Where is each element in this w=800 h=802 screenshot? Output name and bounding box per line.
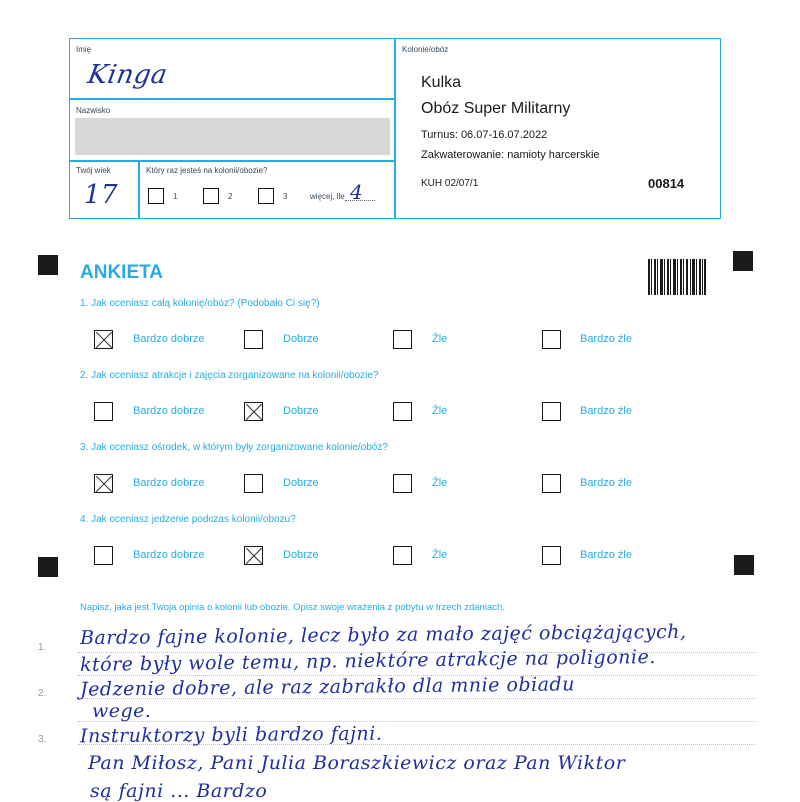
form-code: KUH 02/07/1 bbox=[421, 178, 479, 189]
q1-label-zle: Źle bbox=[432, 333, 448, 345]
q4-option-dobrze[interactable] bbox=[244, 546, 263, 565]
q2-label-dobrze: Dobrze bbox=[283, 405, 319, 417]
registration-marker-bottom-right bbox=[734, 555, 754, 575]
q4-label-dobrze: Dobrze bbox=[283, 549, 319, 561]
barcode-icon bbox=[648, 259, 706, 295]
q2-label-zle: Źle bbox=[432, 405, 448, 417]
times-option-1: 1 bbox=[173, 192, 178, 201]
line-number-1: 1. bbox=[38, 642, 47, 653]
opinion-prompt: Napisz, jaka jest Twoja opinia o kolonii lub obozie. Opisz swoje wrażenia z pobytu w trzech zdaniach. bbox=[80, 602, 505, 613]
registration-marker-top-left bbox=[38, 255, 58, 275]
q4-label-bardzo-zle: Bardzo źle bbox=[580, 549, 632, 561]
line-number-3: 3. bbox=[38, 734, 47, 745]
handwritten-line-7[interactable]: są fajni ... Bardzo bbox=[90, 780, 268, 802]
handwritten-line-2[interactable]: które były wole temu, np. niektóre atrakcje na poligonie. bbox=[79, 645, 656, 677]
header-age-divider bbox=[138, 160, 140, 219]
times-checkbox-2[interactable] bbox=[203, 188, 219, 204]
q1-option-dobrze[interactable] bbox=[244, 330, 263, 349]
q1-label-bardzo-zle: Bardzo źle bbox=[580, 333, 632, 345]
times-checkbox-1[interactable] bbox=[148, 188, 164, 204]
wiecej-label: więcej, ile bbox=[310, 192, 345, 201]
times-checkbox-3[interactable] bbox=[258, 188, 274, 204]
times-option-2: 2 bbox=[228, 192, 233, 201]
handwritten-line-6[interactable]: Pan Miłosz, Pani Julia Boraszkiewicz oraz Pan Wiktor bbox=[88, 752, 626, 774]
q3-option-bardzo-dobrze[interactable] bbox=[94, 474, 113, 493]
q1-option-bardzo-dobrze[interactable] bbox=[94, 330, 113, 349]
imie-label: Imię bbox=[76, 45, 92, 54]
q4-label-zle: Źle bbox=[432, 549, 448, 561]
header-divider bbox=[394, 38, 396, 219]
registration-marker-top-right bbox=[733, 251, 753, 271]
q3-option-dobrze[interactable] bbox=[244, 474, 263, 493]
q2-option-bardzo-dobrze[interactable] bbox=[94, 402, 113, 421]
q3-option-bardzo-zle[interactable] bbox=[542, 474, 561, 493]
imie-value[interactable]: Kinga bbox=[85, 60, 170, 90]
q2-option-dobrze[interactable] bbox=[244, 402, 263, 421]
q4-label-bardzo-dobrze: Bardzo dobrze bbox=[133, 549, 205, 561]
q3-label-bardzo-dobrze: Bardzo dobrze bbox=[133, 477, 205, 489]
times-option-3: 3 bbox=[283, 192, 288, 201]
q1-label-bardzo-dobrze: Bardzo dobrze bbox=[133, 333, 205, 345]
handwritten-line-1[interactable]: Bardzo fajne kolonie, lecz było za mało zajęć obciążających, bbox=[79, 620, 687, 650]
q3-label-zle: Źle bbox=[432, 477, 448, 489]
handwritten-line-4[interactable]: wege. bbox=[92, 700, 152, 722]
q4-option-bardzo-dobrze[interactable] bbox=[94, 546, 113, 565]
writing-line-4 bbox=[78, 721, 756, 722]
line-number-2: 2. bbox=[38, 688, 47, 699]
camp-type: Obóz Super Militarny bbox=[421, 100, 571, 117]
q4-option-bardzo-zle[interactable] bbox=[542, 546, 561, 565]
handwritten-line-3[interactable]: Jedzenie dobre, ale raz zabrakło dla mnie obiadu bbox=[79, 673, 575, 701]
wiek-label: Twój wiek bbox=[76, 166, 111, 175]
turnus: Turnus: 06.07-16.07.2022 bbox=[421, 129, 548, 141]
question-2: 2. Jak oceniasz atrakcje i zajęcia zorganizowane na kolonii/obozie? bbox=[80, 370, 379, 381]
question-3: 3. Jak oceniasz ośrodek, w którym były zorganizowane kolonie/obóz? bbox=[80, 442, 388, 453]
kolonie-label: Kolonie/obóz bbox=[402, 45, 449, 54]
q1-label-dobrze: Dobrze bbox=[283, 333, 319, 345]
survey-title: ANKIETA bbox=[80, 262, 164, 283]
nazwisko-redaction bbox=[75, 118, 390, 155]
q3-label-bardzo-zle: Bardzo źle bbox=[580, 477, 632, 489]
wiek-value[interactable]: 17 bbox=[84, 180, 119, 210]
q1-option-bardzo-zle[interactable] bbox=[542, 330, 561, 349]
q2-label-bardzo-dobrze: Bardzo dobrze bbox=[133, 405, 205, 417]
q2-option-zle[interactable] bbox=[393, 402, 412, 421]
handwritten-line-5[interactable]: Instruktorzy byli bardzo fajni. bbox=[79, 722, 383, 748]
registration-marker-bottom-left bbox=[38, 557, 58, 577]
zakwaterowanie: Zakwaterowanie: namioty harcerskie bbox=[421, 149, 600, 161]
question-4: 4. Jak oceniasz jedzenie podczas kolonii/obozu? bbox=[80, 514, 296, 525]
ktory-raz-label: Który raz jesteś na kolonii/obozie? bbox=[146, 166, 268, 175]
header-hline-2 bbox=[69, 160, 395, 162]
q1-option-zle[interactable] bbox=[393, 330, 412, 349]
q3-option-zle[interactable] bbox=[393, 474, 412, 493]
camp-name: Kulka bbox=[421, 74, 462, 91]
nazwisko-label: Nazwisko bbox=[76, 106, 111, 115]
q2-option-bardzo-zle[interactable] bbox=[542, 402, 561, 421]
form-number: 00814 bbox=[648, 176, 685, 191]
wiecej-value[interactable]: 4 bbox=[350, 180, 364, 204]
q3-label-dobrze: Dobrze bbox=[283, 477, 319, 489]
question-1: 1. Jak oceniasz całą kolonię/obóz? (Podobało Ci się?) bbox=[80, 298, 320, 309]
q2-label-bardzo-zle: Bardzo źle bbox=[580, 405, 632, 417]
q4-option-zle[interactable] bbox=[393, 546, 412, 565]
header-hline-1 bbox=[69, 98, 395, 100]
